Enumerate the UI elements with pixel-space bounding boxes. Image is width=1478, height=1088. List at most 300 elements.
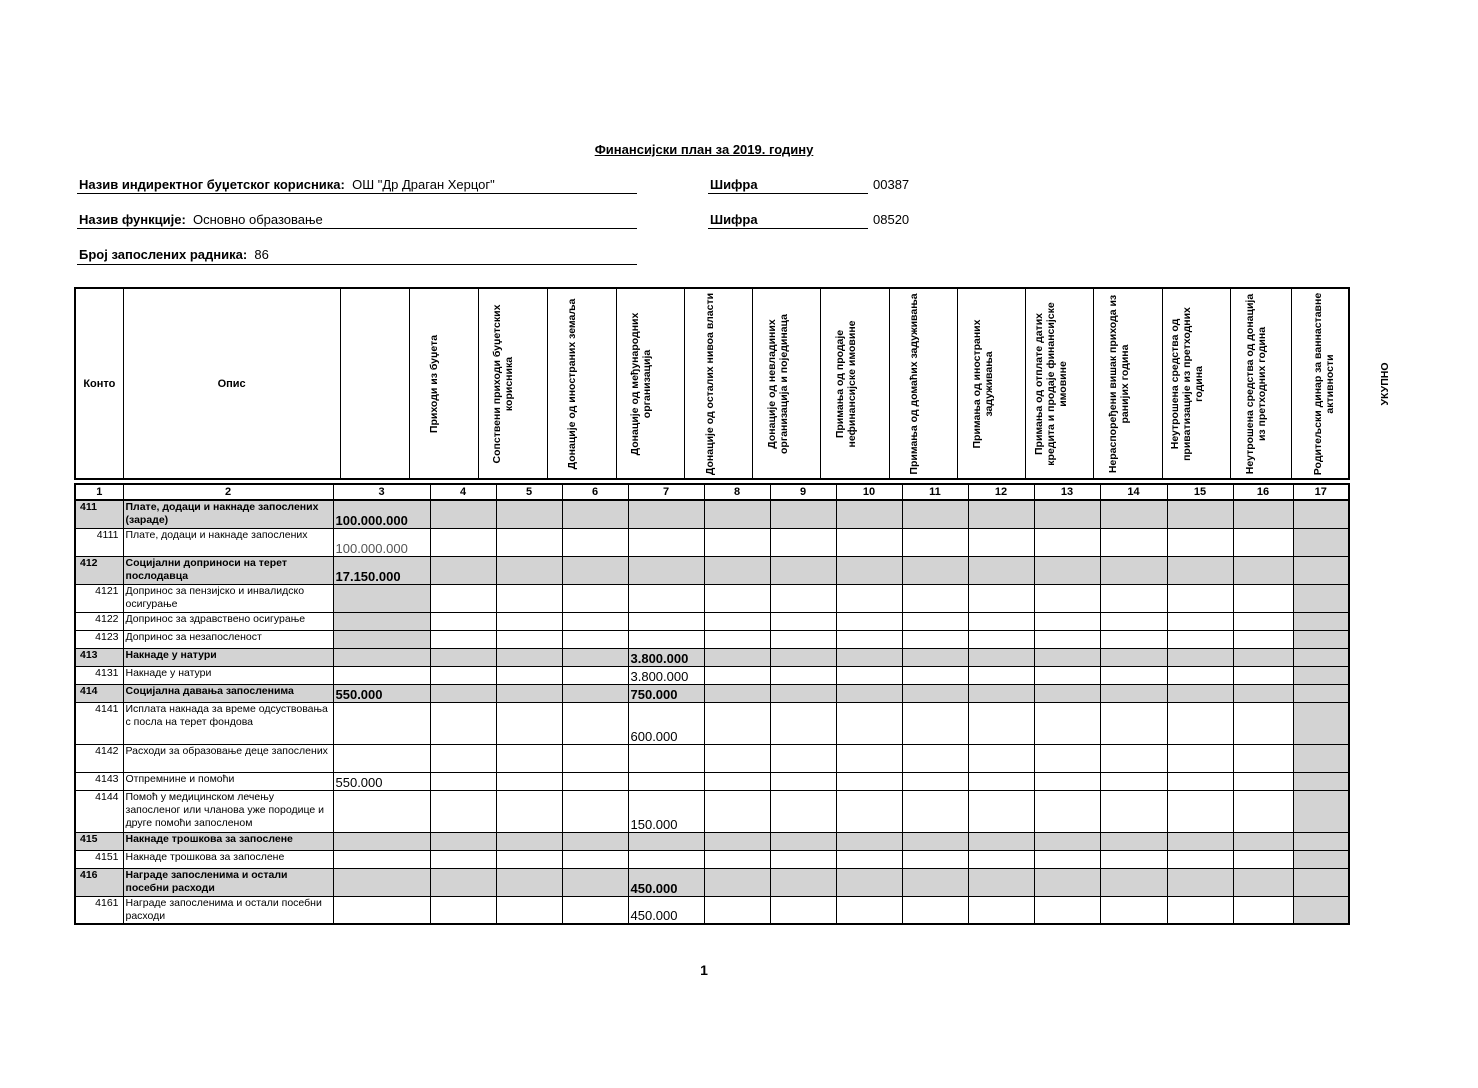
total-cell xyxy=(1293,744,1349,772)
value-cell-c6 xyxy=(562,500,628,528)
header-c6: Донације од међународних организација xyxy=(548,288,616,479)
value-cell-c5 xyxy=(496,528,562,556)
employees-field xyxy=(79,247,269,262)
value-cell-c7: 3.800.000 xyxy=(628,666,704,684)
value-cell-c3 xyxy=(333,584,430,612)
value-cell-c14 xyxy=(1100,790,1167,832)
value-cell-c4 xyxy=(430,612,496,630)
value-cell-c15 xyxy=(1167,832,1233,850)
column-number: 10 xyxy=(836,484,902,500)
underline xyxy=(77,264,637,265)
page-number: 1 xyxy=(700,962,708,978)
value-cell-c4 xyxy=(430,684,496,702)
value-cell-c16 xyxy=(1233,556,1293,584)
header-c4: Сопствени приходи буџетских корисника xyxy=(409,288,478,479)
value-cell-c7: 3.800.000 xyxy=(628,648,704,666)
total-cell xyxy=(1293,702,1349,744)
column-number: 4 xyxy=(430,484,496,500)
opis-cell: Помоћ у медицинском лечењу запосленог или чланова уже породице и друге помоћи запосленом xyxy=(123,790,333,832)
value-cell-c15 xyxy=(1167,896,1233,924)
value-cell-c9 xyxy=(770,684,836,702)
value-cell-c6 xyxy=(562,896,628,924)
value-cell-c7 xyxy=(628,500,704,528)
total-cell xyxy=(1293,896,1349,924)
value-cell-c3: 100.000.000 xyxy=(333,500,430,528)
value-cell-c7 xyxy=(628,744,704,772)
value-cell-c4 xyxy=(430,896,496,924)
value-cell-c7: 450.000 xyxy=(628,896,704,924)
value-cell-c14 xyxy=(1100,666,1167,684)
konto-cell: 415 xyxy=(75,832,123,850)
value-cell-c10 xyxy=(836,772,902,790)
value-cell-c13 xyxy=(1034,584,1100,612)
value-cell-c8 xyxy=(704,648,770,666)
value-cell-c5 xyxy=(496,684,562,702)
value-cell-c3 xyxy=(333,648,430,666)
value-cell-c9 xyxy=(770,772,836,790)
employees-label: Број запослених радника: xyxy=(79,247,248,262)
value-cell-c11 xyxy=(902,832,968,850)
value-cell-c8 xyxy=(704,772,770,790)
header-c15: Неутрошена средства од донација из претходних година xyxy=(1162,288,1230,479)
konto-cell: 412 xyxy=(75,556,123,584)
value-cell-c11 xyxy=(902,556,968,584)
table-row xyxy=(75,528,1349,556)
column-number-row xyxy=(75,484,1349,500)
opis-cell: Награде запосленима и остали посебни расходи xyxy=(123,868,333,896)
value-cell-c10 xyxy=(836,684,902,702)
value-cell-c13 xyxy=(1034,612,1100,630)
header-c5: Донације од иностраних земаља xyxy=(479,288,548,479)
value-cell-c13 xyxy=(1034,500,1100,528)
value-cell-c9 xyxy=(770,832,836,850)
opis-cell: Расходи за образовање деце запослених xyxy=(123,744,333,772)
table-row xyxy=(75,612,1349,630)
value-cell-c9 xyxy=(770,666,836,684)
value-cell-c14 xyxy=(1100,630,1167,648)
value-cell-c16 xyxy=(1233,528,1293,556)
konto-cell: 4121 xyxy=(75,584,123,612)
column-number: 12 xyxy=(968,484,1034,500)
value-cell-c5 xyxy=(496,896,562,924)
value-cell-c13 xyxy=(1034,666,1100,684)
value-cell-c8 xyxy=(704,744,770,772)
value-cell-c12 xyxy=(968,666,1034,684)
user-code: 00387 xyxy=(873,177,910,192)
value-cell-c10 xyxy=(836,702,902,744)
value-cell-c14 xyxy=(1100,702,1167,744)
opis-cell: Отпремнине и помоћи xyxy=(123,772,333,790)
table-row xyxy=(75,896,1349,924)
value-cell-c3 xyxy=(333,832,430,850)
value-cell-c7: 600.000 xyxy=(628,702,704,744)
value-cell-c15 xyxy=(1167,850,1233,868)
konto-cell: 4131 xyxy=(75,666,123,684)
total-cell xyxy=(1293,772,1349,790)
value-cell-c8 xyxy=(704,832,770,850)
value-cell-c14 xyxy=(1100,528,1167,556)
value-cell-c16 xyxy=(1233,896,1293,924)
value-cell-c6 xyxy=(562,850,628,868)
konto-cell: 4122 xyxy=(75,612,123,630)
value-cell-c5 xyxy=(496,648,562,666)
value-cell-c6 xyxy=(562,832,628,850)
value-cell-c13 xyxy=(1034,850,1100,868)
value-cell-c10 xyxy=(836,612,902,630)
value-cell-c3: 100.000.000 xyxy=(333,528,430,556)
value-cell-c6 xyxy=(562,612,628,630)
column-number: 6 xyxy=(562,484,628,500)
column-number: 7 xyxy=(628,484,704,500)
total-cell xyxy=(1293,684,1349,702)
value-cell-c9 xyxy=(770,896,836,924)
value-cell-c7: 150.000 xyxy=(628,790,704,832)
value-cell-c5 xyxy=(496,772,562,790)
value-cell-c3 xyxy=(333,612,430,630)
value-cell-c8 xyxy=(704,556,770,584)
value-cell-c12 xyxy=(968,772,1034,790)
konto-cell: 4143 xyxy=(75,772,123,790)
value-cell-c3 xyxy=(333,790,430,832)
value-cell-c15 xyxy=(1167,684,1233,702)
value-cell-c5 xyxy=(496,500,562,528)
value-cell-c3: 17.150.000 xyxy=(333,556,430,584)
table-row xyxy=(75,556,1349,584)
header-c14: Неутрошена средства од приватизације из претходних година xyxy=(1094,288,1162,479)
value-cell-c9 xyxy=(770,500,836,528)
value-cell-c16 xyxy=(1233,790,1293,832)
total-cell xyxy=(1293,528,1349,556)
value-cell-c12 xyxy=(968,896,1034,924)
underline xyxy=(708,228,868,229)
value-cell-c4 xyxy=(430,556,496,584)
value-cell-c9 xyxy=(770,850,836,868)
header-c7: Донације од осталих нивоа власти xyxy=(616,288,684,479)
value-cell-c13 xyxy=(1034,790,1100,832)
header-opis: Опис xyxy=(123,288,340,479)
value-cell-c4 xyxy=(430,528,496,556)
header-c9: Примања од продаје нефинансијске имовине xyxy=(753,288,821,479)
table-row xyxy=(75,630,1349,648)
value-cell-c13 xyxy=(1034,528,1100,556)
total-cell xyxy=(1293,612,1349,630)
value-cell-c10 xyxy=(836,850,902,868)
header-c10: Примања од домаћих задуживања xyxy=(821,288,889,479)
total-cell xyxy=(1293,850,1349,868)
value-cell-c7 xyxy=(628,850,704,868)
column-number: 13 xyxy=(1034,484,1100,500)
table-row xyxy=(75,648,1349,666)
function-code-label: Шифра xyxy=(710,212,758,227)
value-cell-c5 xyxy=(496,666,562,684)
value-cell-c13 xyxy=(1034,630,1100,648)
user-field xyxy=(79,177,495,192)
header-c16: Родитељски динар за ваннаставне активности xyxy=(1230,288,1291,479)
value-cell-c4 xyxy=(430,832,496,850)
header-c11: Примања од иностраних задуживања xyxy=(889,288,957,479)
value-cell-c9 xyxy=(770,556,836,584)
value-cell-c13 xyxy=(1034,702,1100,744)
value-cell-c13 xyxy=(1034,684,1100,702)
user-label: Назив индиректног буџетског корисника: xyxy=(79,177,345,192)
value-cell-c16 xyxy=(1233,630,1293,648)
header-c3: Приходи из буџета xyxy=(340,288,409,479)
value-cell-c10 xyxy=(836,868,902,896)
value-cell-c11 xyxy=(902,850,968,868)
opis-cell: Награде запосленима и остали посебни расходи xyxy=(123,896,333,924)
opis-cell: Плате, додаци и накнаде запослених (зараде) xyxy=(123,500,333,528)
value-cell-c5 xyxy=(496,832,562,850)
value-cell-c10 xyxy=(836,790,902,832)
opis-cell: Исплата накнада за време одсуствовања с посла на терет фондова xyxy=(123,702,333,744)
value-cell-c9 xyxy=(770,528,836,556)
value-cell-c4 xyxy=(430,584,496,612)
total-cell xyxy=(1293,500,1349,528)
table-row xyxy=(75,832,1349,850)
value-cell-c14 xyxy=(1100,612,1167,630)
konto-cell: 414 xyxy=(75,684,123,702)
total-cell xyxy=(1293,630,1349,648)
value-cell-c6 xyxy=(562,772,628,790)
value-cell-c8 xyxy=(704,500,770,528)
value-cell-c16 xyxy=(1233,850,1293,868)
value-cell-c12 xyxy=(968,702,1034,744)
column-number: 16 xyxy=(1233,484,1293,500)
value-cell-c5 xyxy=(496,612,562,630)
opis-cell: Накнаде у натури xyxy=(123,648,333,666)
opis-cell: Допринос за пензијско и инвалидско осигурање xyxy=(123,584,333,612)
value-cell-c12 xyxy=(968,850,1034,868)
page-title: Финансијски план за 2019. годину xyxy=(594,142,814,157)
value-cell-c9 xyxy=(770,584,836,612)
header-c12: Примања од отплате датих кредита и продаје финансијске имовине xyxy=(957,288,1025,479)
value-cell-c10 xyxy=(836,556,902,584)
table-row xyxy=(75,684,1349,702)
value-cell-c12 xyxy=(968,648,1034,666)
value-cell-c8 xyxy=(704,666,770,684)
value-cell-c8 xyxy=(704,896,770,924)
table-row xyxy=(75,772,1349,790)
value-cell-c9 xyxy=(770,744,836,772)
value-cell-c4 xyxy=(430,744,496,772)
function-value: Основно образовање xyxy=(193,212,323,227)
value-cell-c16 xyxy=(1233,744,1293,772)
value-cell-c13 xyxy=(1034,772,1100,790)
value-cell-c14 xyxy=(1100,556,1167,584)
value-cell-c11 xyxy=(902,648,968,666)
table-row xyxy=(75,790,1349,832)
value-cell-c5 xyxy=(496,850,562,868)
value-cell-c13 xyxy=(1034,556,1100,584)
value-cell-c15 xyxy=(1167,790,1233,832)
value-cell-c11 xyxy=(902,684,968,702)
table-row xyxy=(75,666,1349,684)
value-cell-c8 xyxy=(704,584,770,612)
value-cell-c12 xyxy=(968,832,1034,850)
konto-cell: 411 xyxy=(75,500,123,528)
column-number: 8 xyxy=(704,484,770,500)
value-cell-c11 xyxy=(902,744,968,772)
value-cell-c15 xyxy=(1167,528,1233,556)
value-cell-c4 xyxy=(430,648,496,666)
value-cell-c6 xyxy=(562,630,628,648)
value-cell-c8 xyxy=(704,684,770,702)
header-c17: УКУПНО xyxy=(1292,288,1349,479)
value-cell-c6 xyxy=(562,648,628,666)
value-cell-c16 xyxy=(1233,612,1293,630)
value-cell-c11 xyxy=(902,528,968,556)
value-cell-c10 xyxy=(836,832,902,850)
value-cell-c7 xyxy=(628,528,704,556)
value-cell-c4 xyxy=(430,868,496,896)
value-cell-c4 xyxy=(430,630,496,648)
value-cell-c14 xyxy=(1100,500,1167,528)
konto-cell: 4142 xyxy=(75,744,123,772)
value-cell-c7 xyxy=(628,612,704,630)
value-cell-c4 xyxy=(430,666,496,684)
value-cell-c13 xyxy=(1034,648,1100,666)
value-cell-c4 xyxy=(430,702,496,744)
underline xyxy=(77,228,637,229)
value-cell-c12 xyxy=(968,584,1034,612)
value-cell-c12 xyxy=(968,500,1034,528)
value-cell-c5 xyxy=(496,702,562,744)
value-cell-c11 xyxy=(902,630,968,648)
column-number: 14 xyxy=(1100,484,1167,500)
opis-cell: Накнаде у натури xyxy=(123,666,333,684)
value-cell-c16 xyxy=(1233,648,1293,666)
column-number: 17 xyxy=(1293,484,1349,500)
value-cell-c9 xyxy=(770,790,836,832)
value-cell-c7 xyxy=(628,772,704,790)
opis-cell: Допринос за незапосленост xyxy=(123,630,333,648)
value-cell-c11 xyxy=(902,790,968,832)
value-cell-c7 xyxy=(628,556,704,584)
header-c13: Нераспоређени вишак прихода из ранијих година xyxy=(1026,288,1094,479)
underline xyxy=(77,193,637,194)
value-cell-c13 xyxy=(1034,744,1100,772)
value-cell-c6 xyxy=(562,744,628,772)
value-cell-c4 xyxy=(430,790,496,832)
value-cell-c15 xyxy=(1167,648,1233,666)
value-cell-c14 xyxy=(1100,584,1167,612)
value-cell-c16 xyxy=(1233,832,1293,850)
value-cell-c12 xyxy=(968,556,1034,584)
value-cell-c5 xyxy=(496,868,562,896)
value-cell-c15 xyxy=(1167,744,1233,772)
value-cell-c6 xyxy=(562,584,628,612)
value-cell-c6 xyxy=(562,528,628,556)
value-cell-c7 xyxy=(628,584,704,612)
konto-cell: 4144 xyxy=(75,790,123,832)
value-cell-c11 xyxy=(902,666,968,684)
header-konto: Конто xyxy=(75,288,123,479)
value-cell-c14 xyxy=(1100,772,1167,790)
value-cell-c8 xyxy=(704,612,770,630)
value-cell-c12 xyxy=(968,630,1034,648)
value-cell-c11 xyxy=(902,896,968,924)
column-number: 11 xyxy=(902,484,968,500)
value-cell-c3 xyxy=(333,850,430,868)
value-cell-c15 xyxy=(1167,666,1233,684)
value-cell-c15 xyxy=(1167,584,1233,612)
value-cell-c12 xyxy=(968,612,1034,630)
total-cell xyxy=(1293,666,1349,684)
column-header-table xyxy=(74,287,1392,480)
value-cell-c11 xyxy=(902,868,968,896)
value-cell-c9 xyxy=(770,630,836,648)
column-number: 3 xyxy=(333,484,430,500)
value-cell-c8 xyxy=(704,850,770,868)
total-cell xyxy=(1293,868,1349,896)
konto-cell: 4161 xyxy=(75,896,123,924)
value-cell-c14 xyxy=(1100,648,1167,666)
value-cell-c7 xyxy=(628,832,704,850)
value-cell-c6 xyxy=(562,556,628,584)
value-cell-c7: 450.000 xyxy=(628,868,704,896)
function-code: 08520 xyxy=(873,212,910,227)
total-cell xyxy=(1293,556,1349,584)
value-cell-c8 xyxy=(704,630,770,648)
value-cell-c4 xyxy=(430,500,496,528)
user-value: ОШ "Др Драган Херцог" xyxy=(352,177,495,192)
value-cell-c15 xyxy=(1167,702,1233,744)
value-cell-c5 xyxy=(496,744,562,772)
value-cell-c14 xyxy=(1100,868,1167,896)
value-cell-c10 xyxy=(836,666,902,684)
value-cell-c15 xyxy=(1167,630,1233,648)
table-row xyxy=(75,702,1349,744)
value-cell-c3 xyxy=(333,702,430,744)
value-cell-c4 xyxy=(430,850,496,868)
user-code-label: Шифра xyxy=(710,177,758,192)
value-cell-c3: 550.000 xyxy=(333,772,430,790)
total-cell xyxy=(1293,584,1349,612)
financial-plan-table xyxy=(74,483,1350,925)
table-row xyxy=(75,850,1349,868)
underline xyxy=(708,193,868,194)
value-cell-c6 xyxy=(562,868,628,896)
value-cell-c11 xyxy=(902,500,968,528)
value-cell-c16 xyxy=(1233,684,1293,702)
total-cell xyxy=(1293,648,1349,666)
value-cell-c9 xyxy=(770,648,836,666)
konto-cell: 4141 xyxy=(75,702,123,744)
value-cell-c9 xyxy=(770,868,836,896)
value-cell-c16 xyxy=(1233,584,1293,612)
value-cell-c15 xyxy=(1167,868,1233,896)
value-cell-c15 xyxy=(1167,500,1233,528)
value-cell-c10 xyxy=(836,896,902,924)
value-cell-c7: 750.000 xyxy=(628,684,704,702)
value-cell-c6 xyxy=(562,666,628,684)
value-cell-c13 xyxy=(1034,868,1100,896)
value-cell-c5 xyxy=(496,556,562,584)
value-cell-c13 xyxy=(1034,896,1100,924)
value-cell-c11 xyxy=(902,584,968,612)
table-row xyxy=(75,500,1349,528)
value-cell-c6 xyxy=(562,702,628,744)
value-cell-c16 xyxy=(1233,666,1293,684)
value-cell-c12 xyxy=(968,790,1034,832)
value-cell-c10 xyxy=(836,744,902,772)
function-label: Назив функције: xyxy=(79,212,186,227)
value-cell-c14 xyxy=(1100,684,1167,702)
table-row xyxy=(75,868,1349,896)
value-cell-c13 xyxy=(1034,832,1100,850)
value-cell-c15 xyxy=(1167,612,1233,630)
value-cell-c3 xyxy=(333,630,430,648)
